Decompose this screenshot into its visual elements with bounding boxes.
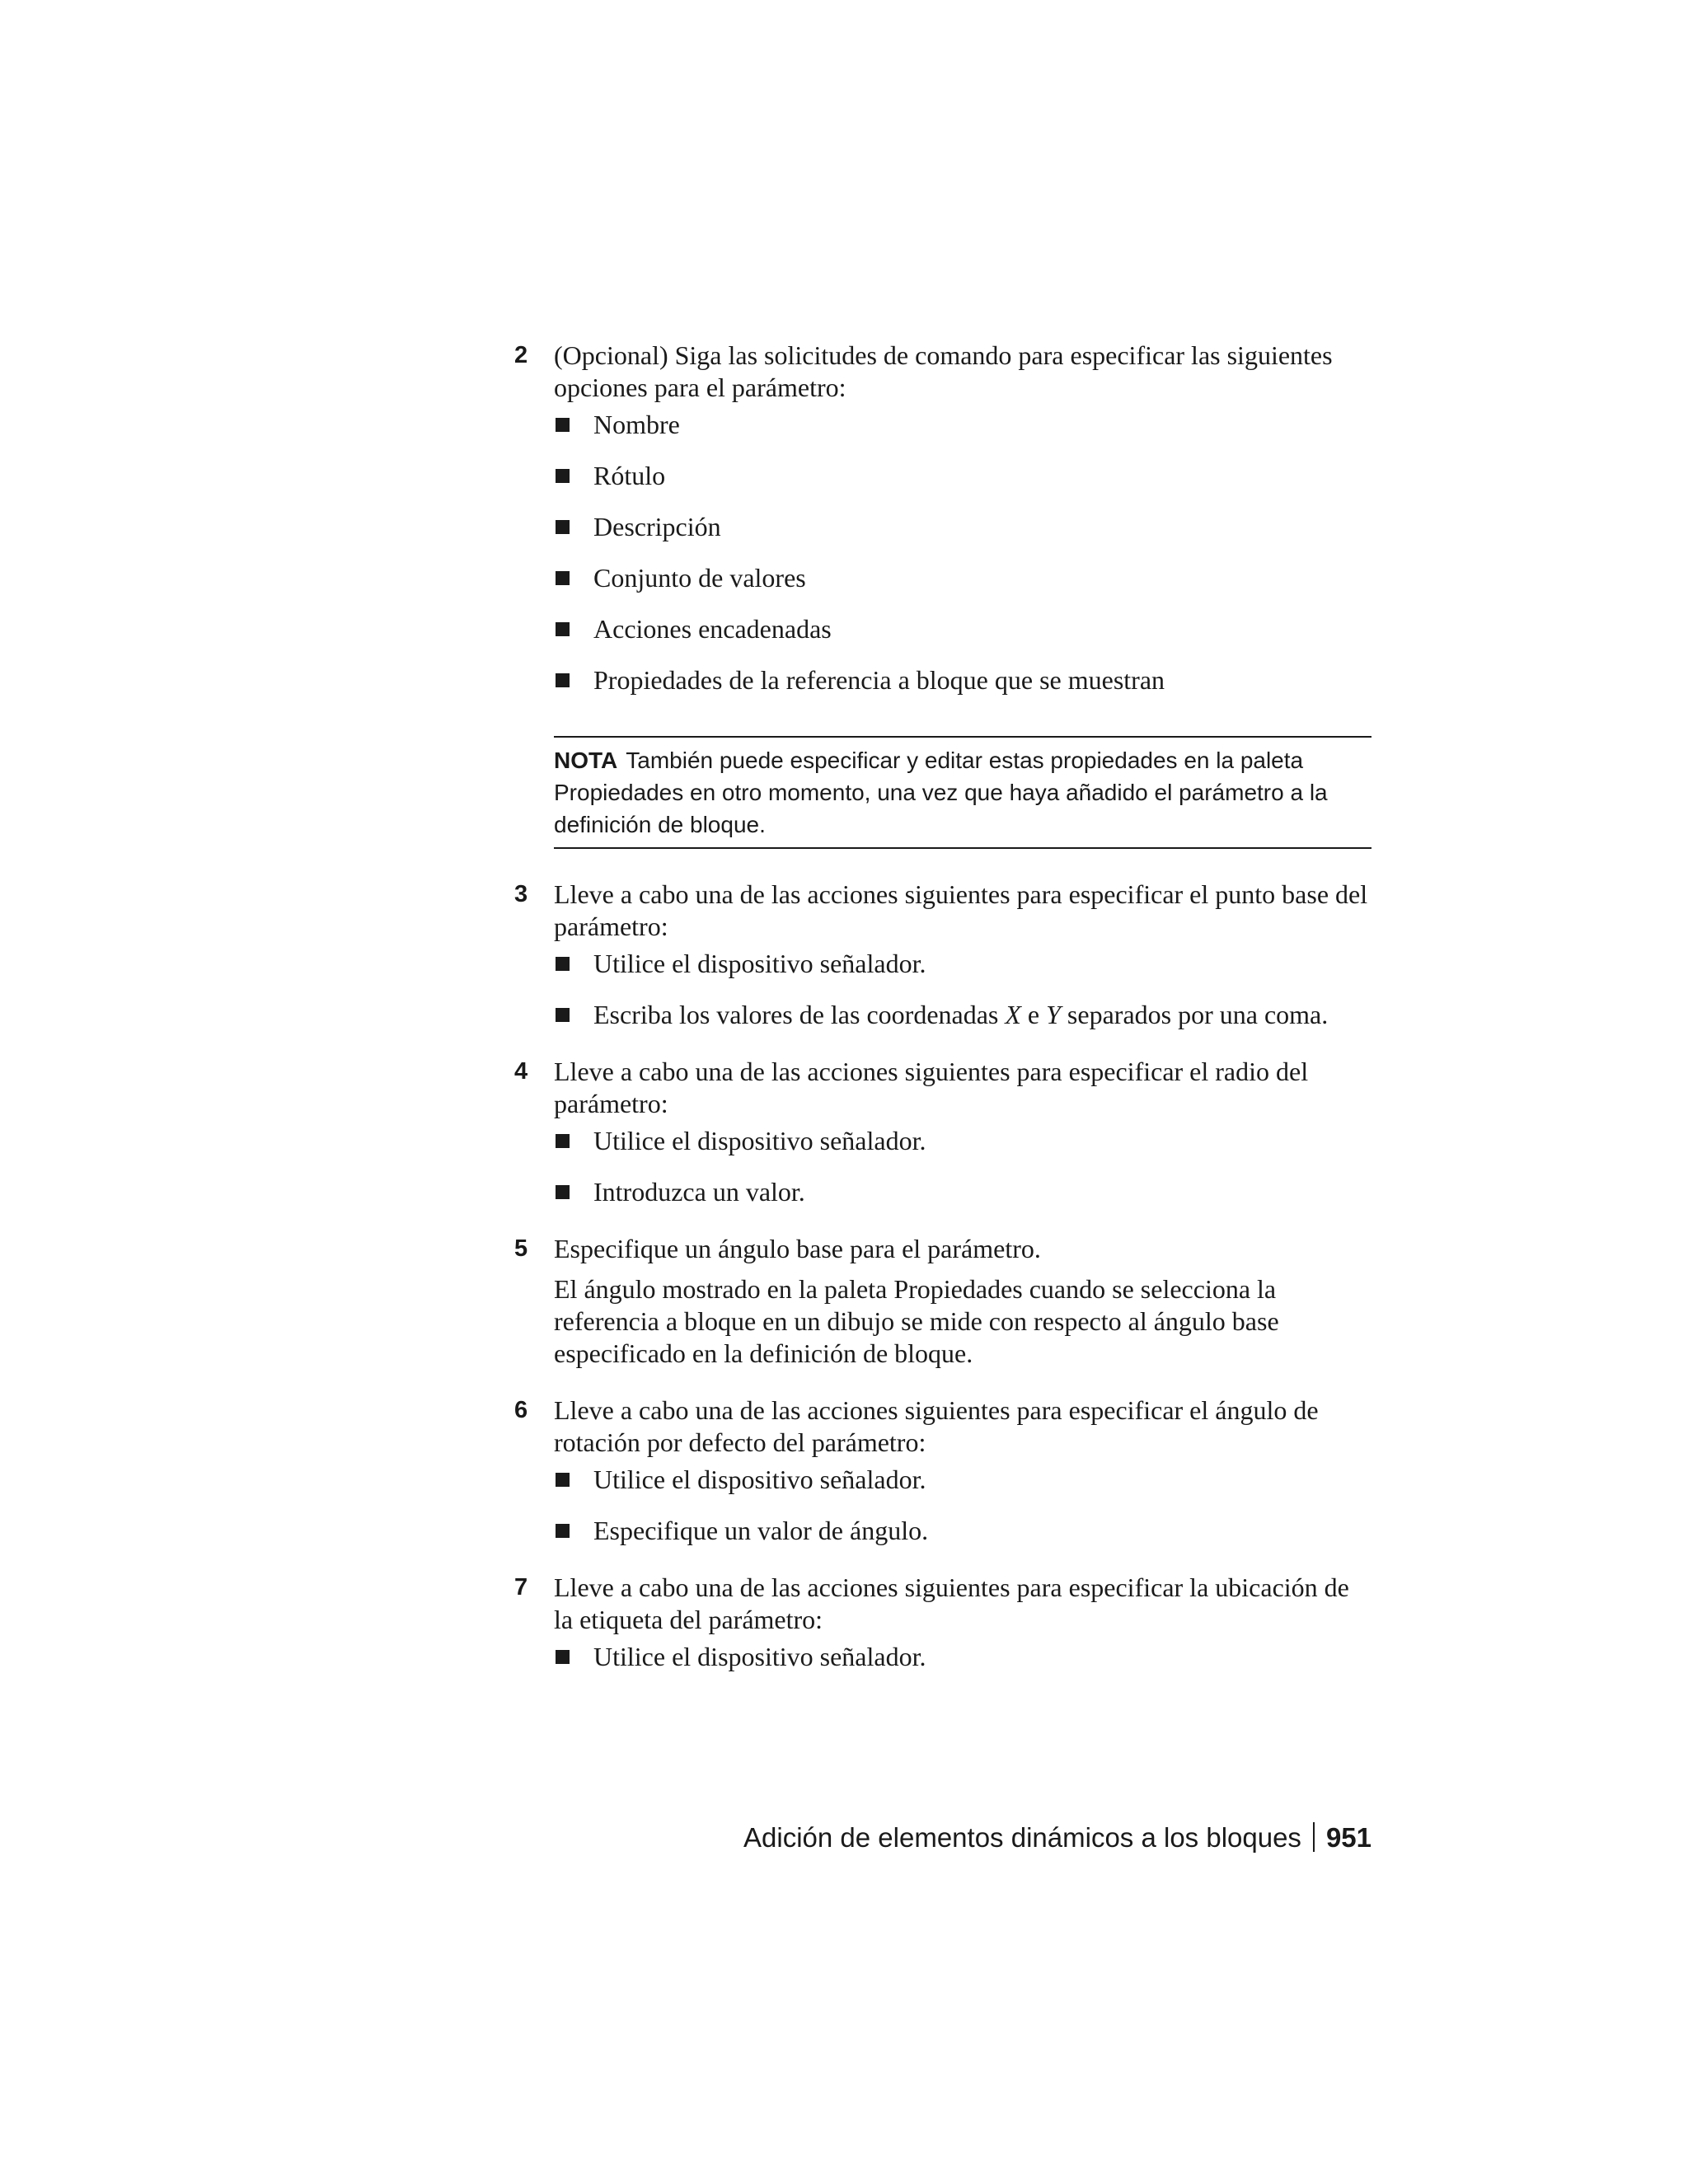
list-item: Especifique un valor de ángulo. bbox=[554, 1515, 1372, 1547]
list-item: Escriba los valores de las coordenadas X e Y separados por una coma. bbox=[554, 999, 1372, 1031]
bullet-list bbox=[554, 1125, 1372, 1208]
list-item: Descripción bbox=[554, 511, 1372, 543]
square-bullet-icon bbox=[556, 1524, 570, 1538]
step-7 bbox=[514, 1572, 1372, 1673]
square-bullet-icon bbox=[556, 469, 570, 483]
step-number: 6 bbox=[514, 1397, 528, 1423]
list-item: Nombre bbox=[554, 409, 1372, 441]
step-text: (Opcional) Siga las solicitudes de comando para especificar las siguientes opciones para el parámetro: bbox=[554, 340, 1333, 402]
step-text: Lleve a cabo una de las acciones siguientes para especificar el punto base del parámetro: bbox=[554, 879, 1368, 941]
step-text: Especifique un ángulo base para el parámetro. bbox=[554, 1234, 1041, 1263]
bullet-list bbox=[554, 948, 1372, 1031]
list-item: Introduzca un valor. bbox=[554, 1176, 1372, 1208]
square-bullet-icon bbox=[556, 1008, 570, 1022]
step-number: 4 bbox=[514, 1058, 528, 1085]
square-bullet-icon bbox=[556, 1185, 570, 1199]
note-box bbox=[554, 736, 1372, 849]
list-item: Rótulo bbox=[554, 460, 1372, 492]
square-bullet-icon bbox=[556, 957, 570, 971]
step-text: Lleve a cabo una de las acciones siguientes para especificar la ubicación de la etiqueta del parámetro: bbox=[554, 1572, 1349, 1634]
step-5 bbox=[514, 1233, 1372, 1370]
bullet-list bbox=[554, 1464, 1372, 1547]
list-item: Acciones encadenadas bbox=[554, 613, 1372, 645]
page-number: 951 bbox=[1325, 1822, 1372, 1853]
step-number: 3 bbox=[514, 881, 528, 907]
square-bullet-icon bbox=[556, 622, 570, 636]
note-label: NOTA bbox=[554, 748, 618, 773]
step-2 bbox=[514, 340, 1372, 696]
page-content bbox=[514, 340, 1372, 1673]
step-text: Lleve a cabo una de las acciones siguientes para especificar el radio del parámetro: bbox=[554, 1057, 1309, 1118]
list-item: Propiedades de la referencia a bloque que se muestran bbox=[554, 664, 1372, 696]
square-bullet-icon bbox=[556, 1473, 570, 1487]
list-item: Conjunto de valores bbox=[554, 562, 1372, 594]
square-bullet-icon bbox=[556, 571, 570, 585]
footer-title: Adición de elementos dinámicos a los bloques bbox=[743, 1822, 1301, 1853]
step-number: 7 bbox=[514, 1574, 528, 1601]
list-item: Utilice el dispositivo señalador. bbox=[554, 1641, 1372, 1673]
list-item: Utilice el dispositivo señalador. bbox=[554, 1125, 1372, 1157]
step-number: 5 bbox=[514, 1235, 528, 1262]
bullet-list bbox=[554, 1641, 1372, 1673]
square-bullet-icon bbox=[556, 520, 570, 534]
list-item: Utilice el dispositivo señalador. bbox=[554, 1464, 1372, 1496]
square-bullet-icon bbox=[556, 1650, 570, 1664]
step-3 bbox=[514, 879, 1372, 1031]
square-bullet-icon bbox=[556, 1134, 570, 1148]
bullet-list bbox=[554, 409, 1372, 696]
step-4 bbox=[514, 1056, 1372, 1208]
square-bullet-icon bbox=[556, 418, 570, 432]
square-bullet-icon bbox=[556, 673, 570, 687]
step-text: Lleve a cabo una de las acciones siguientes para especificar el ángulo de rotación por defecto del parámetro: bbox=[554, 1395, 1319, 1457]
step-6 bbox=[514, 1394, 1372, 1547]
list-item: Utilice el dispositivo señalador. bbox=[554, 948, 1372, 980]
page-footer bbox=[743, 1821, 1372, 1854]
step-paragraph: El ángulo mostrado en la paleta Propiedades cuando se selecciona la referencia a bloque en un dibujo se mide con respecto al ángulo base especificado en la definición de bloque. bbox=[554, 1274, 1279, 1368]
step-number: 2 bbox=[514, 342, 528, 368]
note-text: También puede especificar y editar estas propiedades en la paleta Propiedades en otro momento, una vez que haya añadido el parámetro a la definición de bloque. bbox=[554, 748, 1328, 837]
footer-separator bbox=[1313, 1822, 1315, 1852]
